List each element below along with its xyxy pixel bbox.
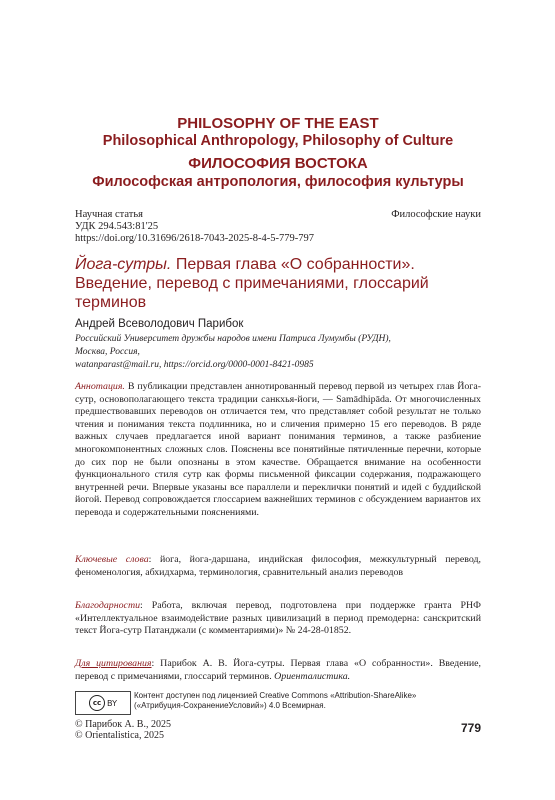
acknowledgements-label: Благодарности <box>75 600 141 611</box>
acknowledgements <box>75 600 481 638</box>
affiliation-line: Российский Университет дружбы народов имени Патриса Лумумбы (РУДН), <box>75 334 391 344</box>
author-name: Андрей Всеволодович Парибок <box>75 318 244 330</box>
license-line-1: Контент доступен под лицензией Creative Commons «Attribution-ShareAlike» <box>134 691 417 700</box>
page-number: 779 <box>460 721 481 735</box>
citation <box>75 658 481 683</box>
affiliation-city: Москва, Россия, <box>75 347 140 357</box>
article-title <box>75 255 485 312</box>
keywords <box>75 554 481 579</box>
license-text <box>134 691 416 711</box>
section-title-en: PHILOSOPHY OF THE EAST <box>177 115 379 132</box>
abstract-text: В публикации представлен аннотированный перевод первой из четырех глав Йога-сутр, основополагающего текста традиции санкхья-йоги, — Samādhipāda. От многочисленных предшествовавших переводов он отличается тем, что представляет собой результат не только чтения и понимания текста подлинника, но и сличения примерно 15 его переводов. В ряде важных случаев предлагается иной вариант понимания терминов, а также разбиение многокомпонентных сложных слов. Пояснены все понятийные пятичленные перечни, которые до сих пор не были опознаны в этом качестве. Обращается внимание на особенности функционального стиля сутр как формы письменной фиксации содержания, подражающего внутренней речи. Впервые указаны все параллели и переклички понятий и идей с буддийской йогой. Перевод сопровождается глоссарием важнейших терминов с обсуждением вариантов их перевода и содержательными пояснениями. <box>75 381 481 518</box>
cc-by-icon: BY <box>107 698 117 708</box>
acknowledgements-text: : Работа, включая перевод, подготовлена при поддержке гранта РНФ «Интеллектуальное взаимодействие разных цивилизаций в период премодерна: санскритский текст Йога-сутр Патанджали (с комментариями)» № 24-28-01852. <box>75 600 481 637</box>
license-line-2: («Атрибуция-СохранениеУсловий») 4.0 Всемирная. <box>134 701 326 710</box>
subsection-title-en: Philosophical Anthropology, Philosophy of Culture <box>102 133 454 149</box>
author-contacts[interactable]: watanparast@mail.ru, https://orcid.org/0000-0001-8421-0985 <box>75 360 314 370</box>
science-field: Философские науки <box>391 209 481 220</box>
doi-link[interactable]: https://doi.org/10.31696/2618-7043-2025-8-4-5-779-797 <box>75 233 314 244</box>
cc-icon: cc <box>89 695 105 711</box>
article-type: Научная статья <box>75 209 143 220</box>
copyright-journal: © Orientalistica, 2025 <box>75 730 164 741</box>
citation-text: : Парибок А. В. Йога-сутры. Первая глава «О собранности». Введение, перевод с примечаниями, глоссарий терминов. <box>75 658 481 682</box>
citation-label: Для цитирования <box>75 658 152 669</box>
title-italic: Йога-сутры. <box>75 256 172 273</box>
section-title-ru: ФИЛОСОФИЯ ВОСТОКА <box>188 155 368 172</box>
copyright-author: © Парибок А. В., 2025 <box>75 719 171 730</box>
keywords-text: : йога, йога-даршана, индийская философия, межкультурный перевод, феноменология, абхидхарма, терминология, сравнительный анализ переводов <box>75 554 481 578</box>
title-rest: Первая глава «О собранности». Введение, перевод с примечаниями, глоссарий терминов <box>75 256 429 311</box>
author-affiliation <box>75 333 391 372</box>
keywords-label: Ключевые слова <box>75 554 149 565</box>
abstract <box>75 381 481 520</box>
abstract-label: Аннотация. <box>75 381 125 392</box>
cc-license-badge[interactable] <box>75 691 131 715</box>
subsection-title-ru: Философская антропология, философия культуры <box>92 174 464 190</box>
citation-journal: Ориенталистика. <box>274 670 351 682</box>
udc-code: УДК 294.543:81'25 <box>75 221 159 232</box>
